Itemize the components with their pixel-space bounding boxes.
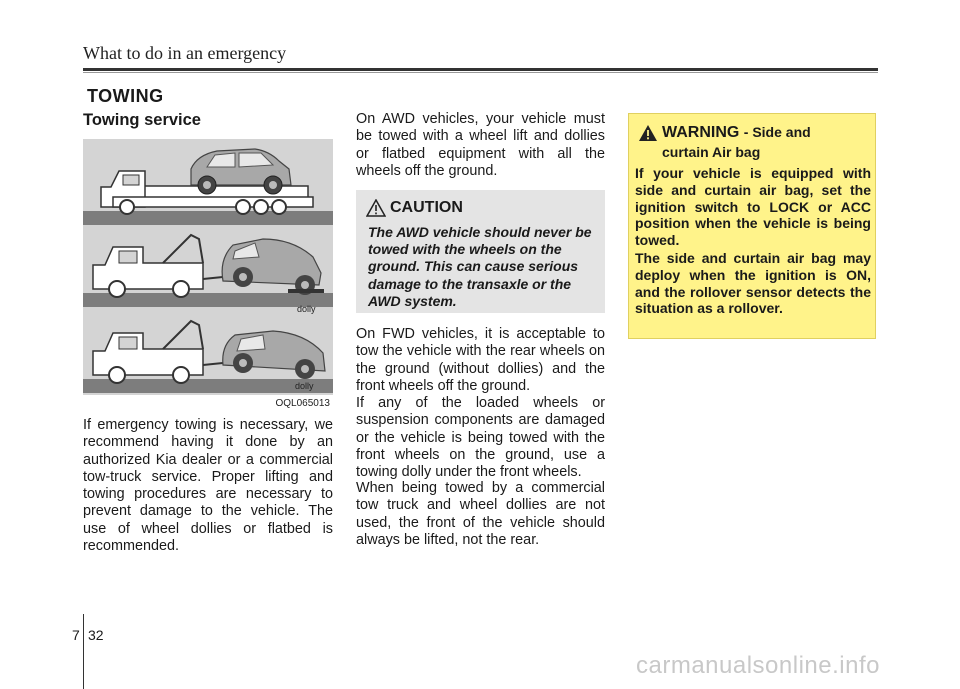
footer-divider [83, 614, 84, 689]
ground-band-1 [83, 211, 333, 225]
watermark-text: carmanualsonline.info [636, 652, 880, 679]
chapter-number: 7 [72, 627, 80, 643]
dolly-label-1: dolly [297, 304, 316, 314]
warning-body-2: The side and curtain air bag may deploy when the ignition is ON, and the rollover sensor detects the situation as a rollover. [635, 250, 871, 317]
dolly-paragraph: If any of the loaded wheels or suspension components are damaged or the vehicle is being towed with the front wheels on the ground, use a towing dolly under the front wheels. [356, 395, 605, 481]
figure-code: OQL065013 [275, 398, 330, 409]
awd-paragraph: On AWD vehicles, your vehicle must be towed with a wheel lift and dollies or flatbed equipment with all the wheels off the ground. [356, 111, 605, 179]
caution-title: CAUTION [390, 199, 463, 216]
warning-subtitle-2: curtain Air bag [662, 144, 761, 160]
towing-illustration-svg [83, 139, 333, 411]
warning-triangle-icon [638, 124, 658, 142]
caution-box [356, 190, 605, 313]
warning-box [628, 113, 876, 339]
towing-illustration [83, 139, 333, 411]
header-rule [83, 68, 878, 71]
commercial-tow-paragraph: When being towed by a commercial tow truck and wheel dollies are not used, the front of the vehicle should always be lifted, not the rear. [356, 480, 605, 548]
caution-triangle-icon [366, 199, 386, 217]
warning-subtitle: - Side and [743, 124, 811, 140]
suv-towed-row3 [223, 331, 325, 379]
section-title: TOWING [87, 86, 164, 106]
header-rule-thin [83, 72, 878, 73]
warning-title [662, 124, 811, 142]
warning-label: WARNING [662, 124, 740, 141]
subsection-title: Towing service [83, 111, 201, 129]
suv-towed-row2 [222, 239, 324, 295]
warning-body-1: If your vehicle is equipped with side and curtain air bag, set the ignition switch to LOCK or ACC position when the vehicle is being towed. [635, 165, 871, 249]
towing-intro-paragraph: If emergency towing is necessary, we recommend having it done by an authorized Kia dealer or a commercial tow-truck service. Proper lifting and towing procedures are necessary to prevent damage to the vehicle. The use of wheel dollies or flatbed is recommended. [83, 417, 333, 555]
running-header: What to do in an emergency [83, 43, 287, 63]
fwd-paragraph: On FWD vehicles, it is acceptable to tow the vehicle with the rear wheels on the ground (without dollies) and the front wheels off the ground. [356, 326, 605, 394]
dolly-label-2: dolly [295, 381, 314, 391]
caution-body: The AWD vehicle should never be towed with the wheels on the ground. This can cause serious damage to the transaxle or the AWD system. [368, 224, 592, 309]
page-number: 32 [88, 627, 104, 643]
